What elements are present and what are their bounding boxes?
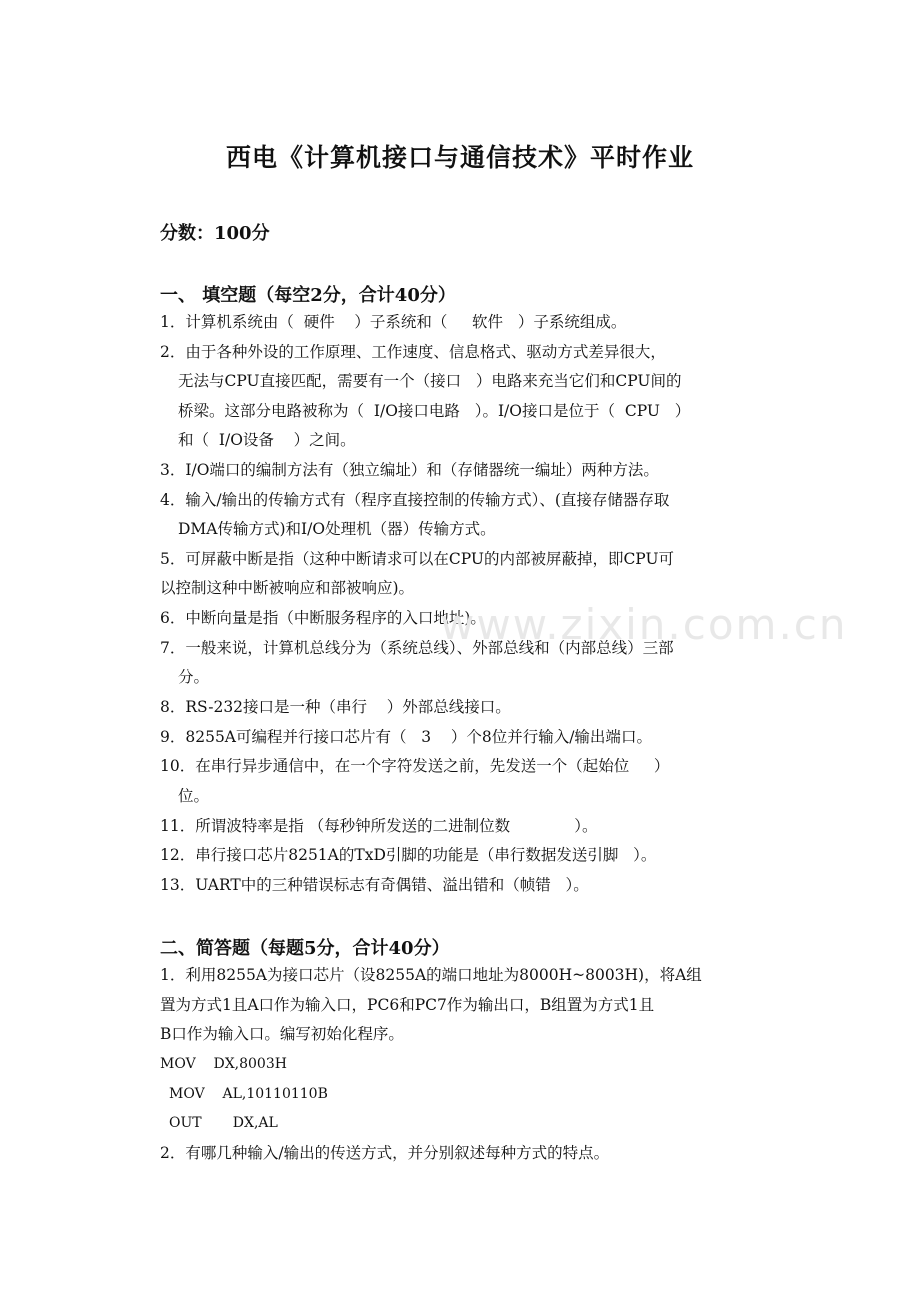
- fill-line: 1．计算机系统由（ 硬件 ）子系统和（ 软件 ）子系统组成。: [160, 313, 627, 331]
- fill-line: DMA传输方式)和I/O处理机（器）传输方式。: [178, 520, 496, 538]
- watermark-text: www.zixin.com.cn: [440, 600, 848, 649]
- fill-line: 5．可屏蔽中断是指（这种中断请求可以在CPU的内部被屏蔽掉，即CPU可: [160, 550, 675, 568]
- fill-line: 2．由于各种外设的工作原理、工作速度、信息格式、驱动方式差异很大，: [160, 343, 666, 361]
- section-1-heading: 一、 填空题（每空2分，合计40分）: [160, 285, 456, 306]
- code-line: MOV AL,10110110B: [169, 1086, 328, 1102]
- fill-line: 和（ I/O设备 ）之间。: [178, 431, 356, 449]
- score-line: 分数：100分: [160, 223, 270, 244]
- question-line: 2．有哪几种输入/输出的传送方式，并分别叙述每种方式的特点。: [160, 1144, 610, 1162]
- fill-line: 以控制这种中断被响应和部被响应)。: [160, 579, 415, 597]
- fill-line: 7．一般来说，计算机总线分为（系统总线）、外部总线和（内部总线）三部: [160, 639, 674, 657]
- code-line: OUT DX,AL: [169, 1115, 278, 1131]
- fill-line: 分。: [178, 668, 210, 686]
- fill-line: 12．串行接口芯片8251A的TxD引脚的功能是（串行数据发送引脚 ）。: [160, 846, 657, 864]
- fill-line: 9．8255A可编程并行接口芯片有（ 3 ）个8位并行输入/输出端口。: [160, 728, 652, 746]
- fill-line: 10．在串行异步通信中，在一个字符发送之前，先发送一个（起始位 ）: [160, 757, 670, 775]
- fill-line: 6．中断向量是指（中断服务程序的入口地址)。: [160, 609, 486, 627]
- question-line: 1．利用8255A为接口芯片（设8255A的端口地址为8000H~8003H)，将A组: [160, 966, 702, 984]
- document-title: 西电《计算机接口与通信技术》平时作业: [225, 143, 694, 172]
- fill-line: 4．输入/输出的传输方式有（程序直接控制的传输方式）、(直接存储器存取: [160, 491, 670, 509]
- fill-line: 8．RS-232接口是一种（串行 ）外部总线接口。: [160, 698, 511, 716]
- fill-line: 无法与CPU直接匹配，需要有一个（接口 ）电路来充当它们和CPU间的: [178, 372, 682, 390]
- code-line: MOV DX,8003H: [160, 1056, 287, 1072]
- fill-line: 3．I/O端口的编制方法有（独立编址）和（存储器统一编址）两种方法。: [160, 461, 659, 479]
- fill-line: 13．UART中的三种错误标志有奇偶错、溢出错和（帧错 ）。: [160, 876, 589, 894]
- fill-line: 11．所谓波特率是指 （每秒钟所发送的二进制位数 ）。: [160, 817, 598, 835]
- question-line: 置为方式1且A口作为输入口，PC6和PC7作为输出口，B组置为方式1且: [160, 996, 655, 1014]
- section-2-heading: 二、简答题（每题5分，合计40分）: [160, 938, 450, 959]
- fill-line: 位。: [178, 787, 210, 805]
- fill-line: 桥梁。这部分电路被称为（ I/O接口电路 ）。I/O接口是位于（ CPU ）: [178, 402, 691, 420]
- question-line: B口作为输入口。编写初始化程序。: [160, 1025, 404, 1043]
